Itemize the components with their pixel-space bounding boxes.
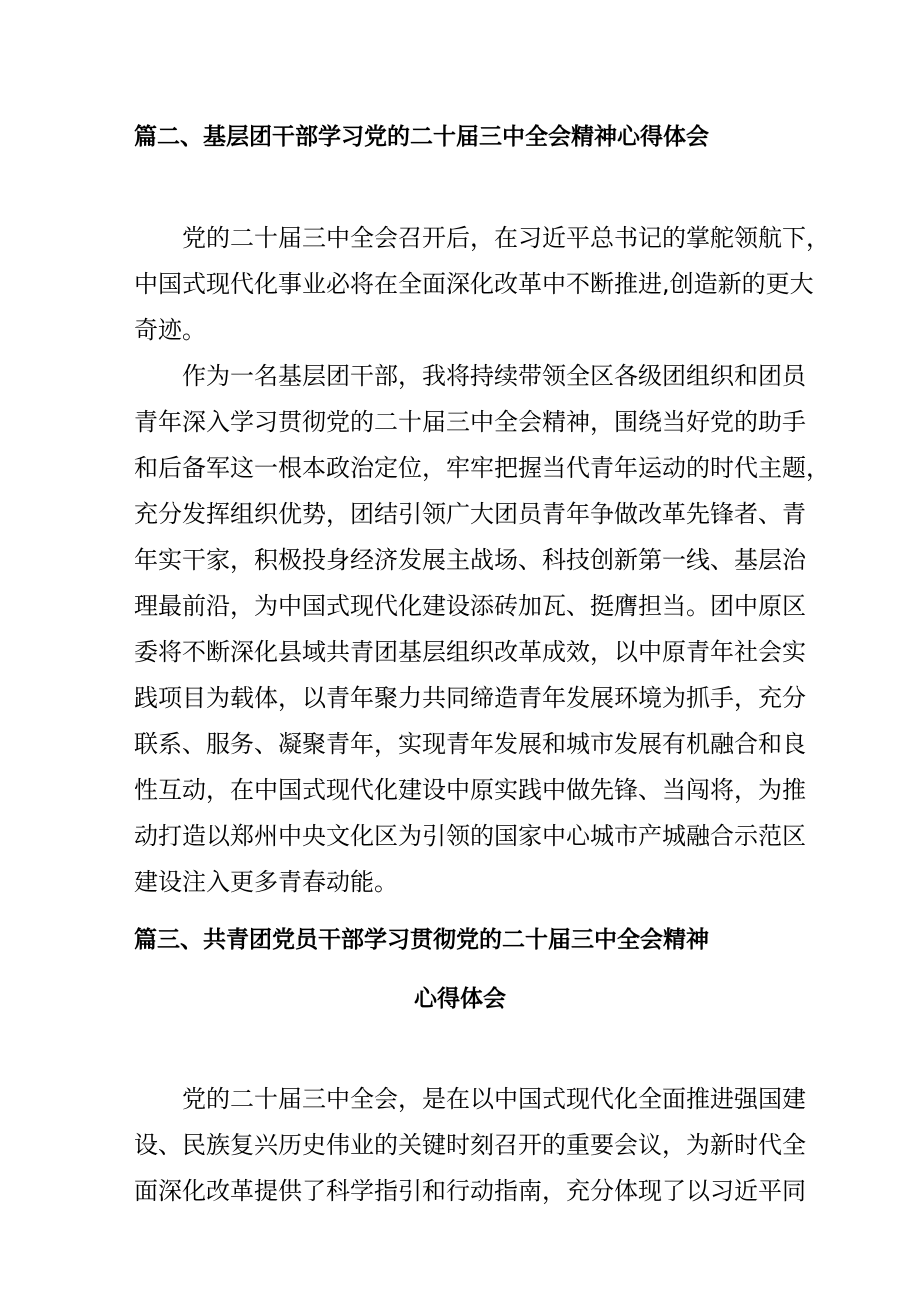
- section-3-heading-line-1: 篇三、共青团党员干部学习贯彻党的二十届三中全会精神: [134, 927, 709, 953]
- paragraph-line: 年实干家，积极投身经济发展主战场、科技创新第一线、基层治: [134, 546, 806, 574]
- paragraph-line: 青年深入学习贯彻党的二十届三中全会精神，围绕当好党的助手: [134, 408, 806, 436]
- paragraph-line: 党的二十届三中全会召开后，在习近平总书记的掌舵领航下，: [182, 224, 830, 252]
- paragraph-line: 面深化改革提供了科学指引和行动指南，充分体现了以习近平同: [134, 1177, 806, 1205]
- paragraph-line: 理最前沿，为中国式现代化建设添砖加瓦、挺膺担当。团中原区: [134, 592, 806, 620]
- section-3-heading-line-2: 心得体会: [414, 986, 506, 1012]
- paragraph-line: 党的二十届三中全会，是在以中国式现代化全面推进强国建: [182, 1085, 806, 1113]
- paragraph-line: 和后备军这一根本政治定位，牢牢把握当代青年运动的时代主题，: [134, 454, 830, 482]
- paragraph-line: 委将不断深化县域共青团基层组织改革成效，以中原青年社会实: [134, 638, 806, 666]
- paragraph-line: 奇迹。: [134, 316, 206, 344]
- paragraph-line: 联系、服务、凝聚青年，实现青年发展和城市发展有机融合和良: [134, 730, 806, 758]
- paragraph-line: 性互动，在中国式现代化建设中原实践中做先锋、当闯将，为推: [134, 776, 806, 804]
- paragraph-line: 中国式现代化事业必将在全面深化改革中不断推进,创造新的更大: [134, 270, 814, 298]
- section-2-heading: 篇二、基层团干部学习党的二十届三中全会精神心得体会: [134, 124, 709, 150]
- paragraph-line: 践项目为载体，以青年聚力共同缔造青年发展环境为抓手，充分: [134, 684, 806, 712]
- paragraph-line: 设、民族复兴历史伟业的关键时刻召开的重要会议，为新时代全: [134, 1131, 806, 1159]
- paragraph-line: 充分发挥组织优势，团结引领广大团员青年争做改革先锋者、青: [134, 500, 806, 528]
- paragraph-line: 建设注入更多青春动能。: [134, 868, 398, 896]
- paragraph-line: 作为一名基层团干部，我将持续带领全区各级团组织和团员: [182, 362, 806, 390]
- paragraph-line: 动打造以郑州中央文化区为引领的国家中心城市产城融合示范区: [134, 822, 806, 850]
